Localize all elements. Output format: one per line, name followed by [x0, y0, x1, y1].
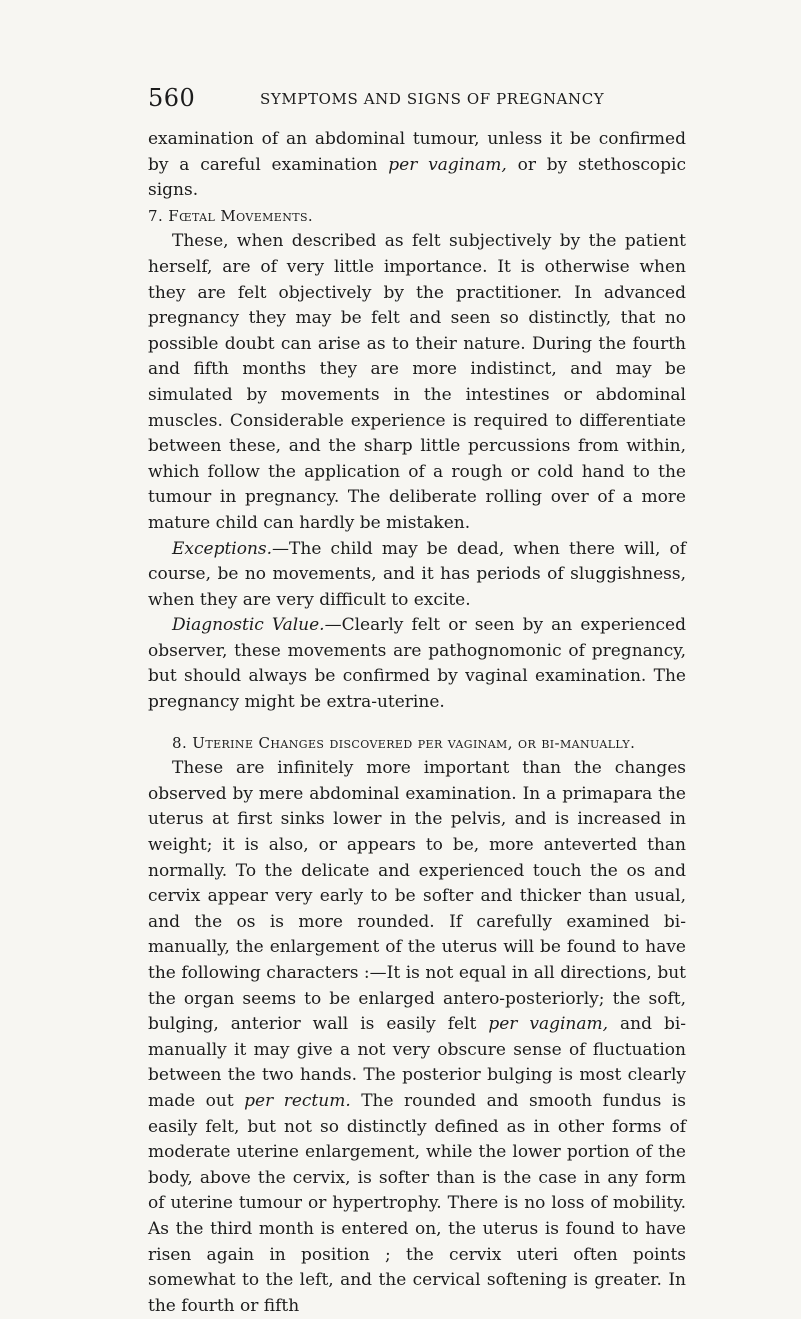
continuation-text: examination of an abdominal tumour, unless it be confirmed by a careful examination: [148, 129, 686, 175]
continuation-text-end: or by stethoscopic signs.: [148, 154, 687, 201]
section-8-paragraph: [148, 756, 686, 1319]
exceptions-paragraph: [148, 537, 686, 614]
running-header: [148, 84, 686, 114]
body-text: [148, 127, 686, 1319]
continuation-italic: per vaginam,: [388, 154, 507, 175]
section-7-title: Fœtal Movements.: [168, 206, 314, 225]
section-8-title: Uterine Changes discovered per vaginam, or bi-manually.: [192, 733, 636, 752]
section-8-italic-b: per rectum.: [244, 1090, 351, 1111]
exceptions-label: Exceptions.: [172, 538, 273, 559]
section-7-heading: [148, 204, 686, 230]
page-number: 560: [148, 84, 196, 112]
continuation-paragraph: [148, 127, 686, 204]
section-8-text-b: and bi-manually it may give a not very obscure sense of fluctuation between the two hands. The posterior bulging is most clearly made out: [148, 1014, 687, 1111]
exceptions-text: —The child may be dead, when there will, of course, be no movements, and it has periods of sluggishness, when they are very difficult to excite.: [148, 538, 686, 610]
section-8-number: 8.: [172, 733, 188, 752]
diagnostic-value-text: —Clearly felt or seen by an experienced observer, these movements are pathognomonic of pregnancy, but should always be confirmed by vaginal examination. The pregnancy might be extra-uterine.: [148, 615, 686, 713]
section-8-heading: [148, 731, 686, 757]
section-8-text-a: These are infinitely more important than the changes observed by mere abdominal examination. In a primapara the uterus at first sinks lower in the pelvis, and is increased in weight; it is also, or appears to be, more anteverted than normally. To the delicate and experienced touch the os and cervix appear very early to be softer and thicker than usual, and the os is more rounded. If carefully examined bi-manually, the enlargement of the uterus will be found to have the following characters :—It is not equal in all directions, but the organ seems to be enlarged antero-posteriorly; the soft, bulging, anterior wall is easily felt: [148, 758, 686, 1035]
diagnostic-value-label: Diagnostic Value.: [172, 615, 325, 636]
diagnostic-value-paragraph: [148, 613, 686, 715]
running-title: SYMPTOMS AND SIGNS OF PREGNANCY: [260, 90, 605, 108]
section-8-italic-a: per vaginam,: [488, 1014, 609, 1035]
section-8-text-c: The rounded and smooth fundus is easily felt, but not so distinctly defined as in other forms of moderate uterine enlargement, while the lower portion of the body, above the cervix, is softer than is the case in any form of uterine tumour or hypertrophy. There is no loss of mobility. As the third month is entered on, the uterus is found to have risen again in position ; the cervix uteri often points somewhat to the left, and the cervical softening is greater. In the fourth or fifth: [148, 1090, 686, 1316]
section-7-paragraph: These, when described as felt subjectively by the patient herself, are of very little importance. It is otherwise when they are felt objectively by the practitioner. In advanced pregnancy they may be felt and seen so distinctly, that no possible doubt can arise as to their nature. During the fourth and fifth months they are more indistinct, and may be simulated by movements in the intestines or abdominal muscles. Considerable experience is required to differentiate between these, and the sharp little percussions from within, which follow the application of a rough or cold hand to the tumour in pregnancy. The deliberate rolling over of a more mature child can hardly be mistaken.: [148, 231, 686, 533]
section-7-number: 7.: [148, 206, 164, 225]
